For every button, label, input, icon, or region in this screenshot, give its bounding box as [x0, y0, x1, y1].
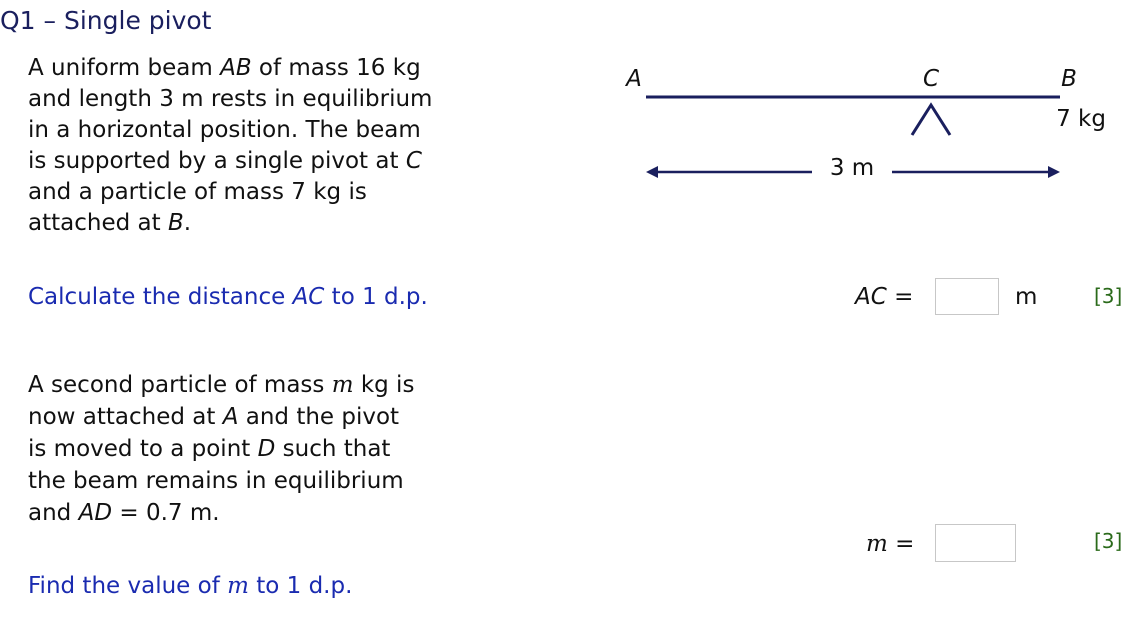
math-variable: m [331, 372, 354, 398]
math-variable: m [227, 573, 249, 599]
length-label: 3 m [829, 155, 875, 181]
text-run: and length 3 m rests in equilibrium [28, 86, 433, 112]
text-run: and the pivot [238, 404, 400, 430]
italic-variable: D [257, 436, 276, 462]
part1-prompt [28, 284, 428, 310]
mass-b-label: 7 kg [1056, 106, 1106, 132]
text-run: A uniform beam [28, 55, 221, 81]
arrowhead-right-icon [1048, 166, 1060, 178]
italic-variable: AB [220, 55, 252, 81]
text-run: in a horizontal position. The beam [28, 117, 421, 143]
italic-variable: A [222, 404, 239, 430]
part2-line [28, 369, 414, 401]
part2-marks: [3] [1094, 529, 1123, 553]
text-run: and a particle of mass 7 kg is [28, 179, 367, 205]
ac-answer-label: AC = [855, 284, 914, 310]
text-run: = 0.7 m. [112, 500, 220, 526]
part1-line [28, 208, 432, 239]
text-run: is moved to a point [28, 436, 258, 462]
text-run: Find the value of [28, 573, 228, 599]
ac-answer-unit: m [1015, 284, 1038, 310]
label-c: C [922, 66, 940, 92]
text-run: and [28, 500, 79, 526]
part2-line [28, 497, 414, 529]
text-run: the beam remains in equilibrium [28, 468, 404, 494]
part1-line [28, 115, 432, 146]
italic-variable: AC [292, 284, 325, 310]
part1-line [28, 53, 432, 84]
part2-line [28, 465, 414, 497]
part1-line [28, 146, 432, 177]
part1-line [28, 177, 432, 208]
italic-variable: B [167, 210, 184, 236]
part2-line [28, 433, 414, 465]
part1-text [28, 53, 432, 239]
m-answer-label: m = [866, 531, 915, 557]
text-run: of mass 16 kg [251, 55, 421, 81]
beam-diagram [600, 50, 1140, 200]
text-run: to 1 d.p. [248, 573, 353, 599]
text-run: A second particle of mass [28, 372, 332, 398]
arrowhead-left-icon [646, 166, 658, 178]
question-title: Q1 – Single pivot [0, 6, 212, 35]
italic-variable: AD [78, 500, 113, 526]
part1-line [28, 84, 432, 115]
m-answer-input[interactable] [935, 524, 1016, 562]
label-b: B [1061, 66, 1077, 92]
label-a: A [626, 66, 642, 92]
text-run: attached at [28, 210, 168, 236]
text-run: kg is [353, 372, 415, 398]
part2-line [28, 401, 414, 433]
text-run: Calculate the distance [28, 284, 293, 310]
part1-marks: [3] [1094, 284, 1123, 308]
part2-text [28, 369, 414, 529]
text-run: . [183, 210, 192, 236]
text-run: now attached at [28, 404, 223, 430]
ac-answer-input[interactable] [935, 278, 999, 315]
text-run: is supported by a single pivot at [28, 148, 406, 174]
part2-prompt [28, 573, 352, 599]
italic-variable: C [405, 148, 422, 174]
pivot-c-icon [912, 105, 950, 135]
text-run: to 1 d.p. [324, 284, 428, 310]
text-run: such that [275, 436, 391, 462]
